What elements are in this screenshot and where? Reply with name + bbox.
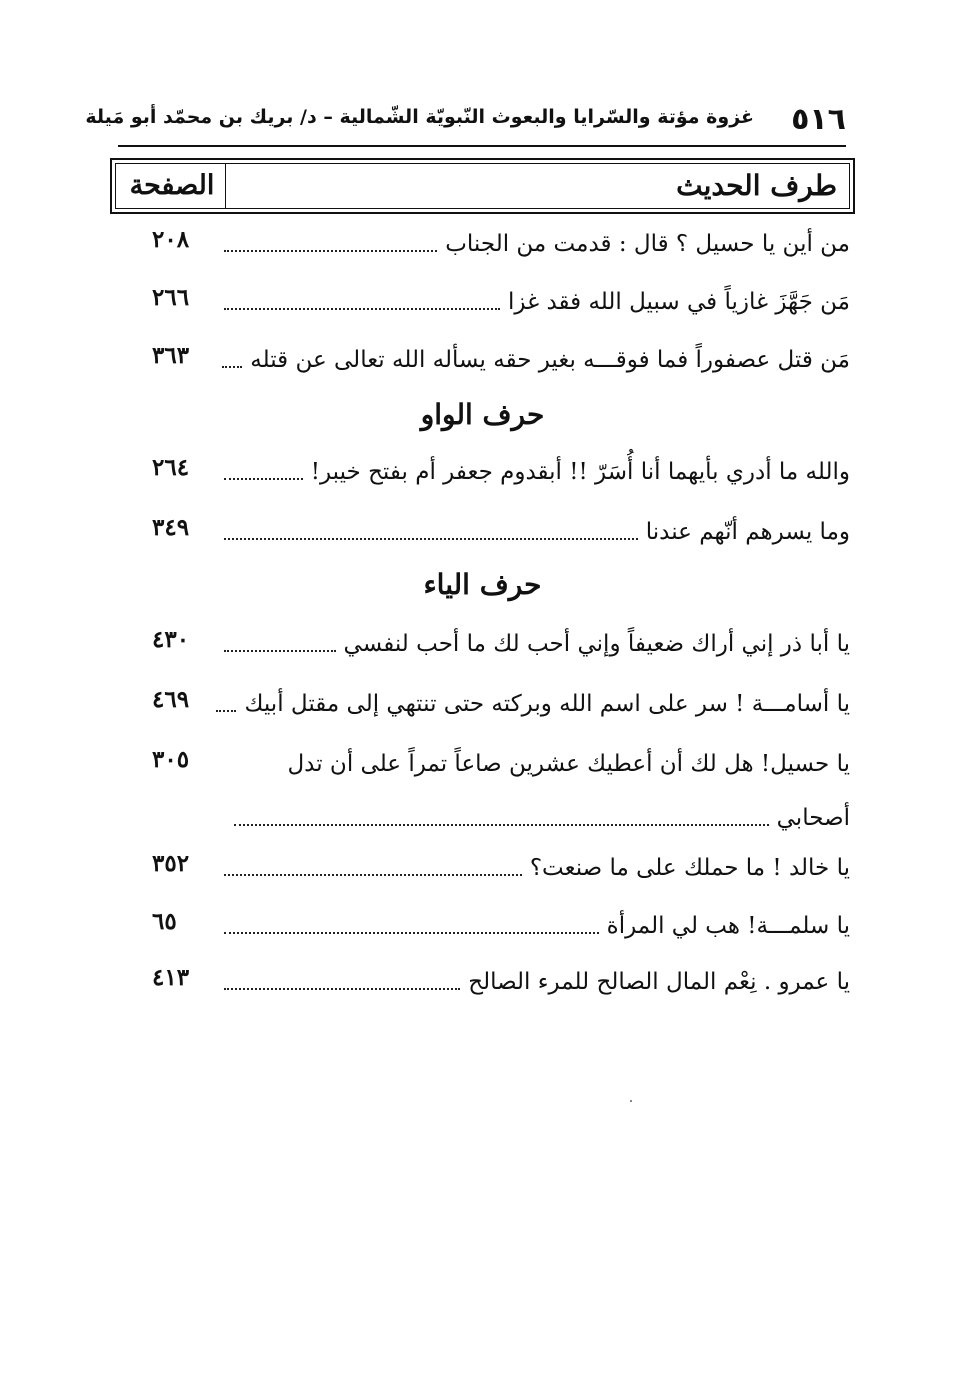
index-entry-continuation (230, 796, 850, 840)
entry-page: ٣٠٥ (152, 746, 190, 773)
entry-text: وما يسرهم أنّهم عندنا (645, 519, 850, 545)
section-heading-waw: حرف الواو (420, 398, 545, 431)
leader-dots (224, 650, 336, 652)
leader-dots (222, 366, 242, 368)
leader-dots (224, 932, 599, 934)
header-rule (118, 145, 846, 147)
leader-dots (224, 250, 437, 252)
entry-continuation-text: أصحابي (776, 805, 850, 831)
entry-page: ٣٦٣ (152, 342, 190, 369)
index-table-header (110, 158, 855, 214)
running-header (85, 100, 846, 140)
index-entry (152, 742, 850, 786)
index-entry (152, 682, 850, 726)
entry-text: يا سلمـــة! هب لي المرأة (606, 913, 850, 939)
entry-page: ٤١٣ (152, 964, 190, 991)
entry-text: من أين يا حسيل ؟ قال : قدمت من الجناب (445, 231, 850, 257)
leader-dots (224, 308, 500, 310)
page-column-heading: الصفحة (129, 170, 215, 201)
entry-text: مَن جَهَّزَ غازياً في سبيل الله فقد غزا (508, 289, 850, 315)
entry-page: ٦٥ (152, 908, 177, 935)
entry-page: ٣٤٩ (152, 514, 190, 541)
entry-text: مَن قتل عصفوراً فما فوقـــه بغير حقه يسأله الله تعالى عن قتله (250, 347, 850, 373)
index-entry (152, 904, 850, 948)
entry-page: ٤٦٩ (152, 686, 190, 713)
page-number: ٥١٦ (791, 102, 846, 137)
leader-dots (224, 988, 460, 990)
leader-dots (224, 478, 303, 480)
entry-text: يا أسامـــة ! سر على اسم الله وبركته حتى تنتهي إلى مقتل أبيك (244, 691, 850, 717)
entry-page: ٢٦٤ (152, 454, 190, 481)
leader-dots (224, 538, 638, 540)
index-entry (152, 846, 850, 890)
leader-dots (224, 874, 522, 876)
index-entry (152, 622, 850, 666)
entry-page: ٤٣٠ (152, 626, 190, 653)
leader-dots (234, 824, 769, 826)
index-entry (152, 338, 850, 382)
index-entry (152, 450, 850, 494)
scan-speck (630, 1100, 632, 1102)
index-entry (152, 222, 850, 266)
entry-text: والله ما أدري بأيهما أنا أُسَرّ !! أبقدوم جعفر أم بفتح خيبر! (310, 459, 850, 485)
section-heading-ya: حرف الياء (423, 568, 542, 601)
entry-text: يا عمرو . نِعْم المال الصالح للمرء الصالح (468, 969, 850, 995)
entry-page: ٢٠٨ (152, 226, 190, 253)
entry-page: ٣٥٢ (152, 850, 190, 877)
index-entry (152, 280, 850, 324)
hadith-column-heading: طرف الحديث (676, 169, 837, 202)
running-title: غزوة مؤتة والسّرايا والبعوث النّبويّة الشّمالية – د/ بريك بن محمّد أبو مَيلة (85, 106, 754, 128)
entry-text: يا أبا ذر إني أراك ضعيفاً وإني أحب لك ما أحب لنفسي (343, 631, 850, 657)
entry-page: ٢٦٦ (152, 284, 190, 311)
index-entry (152, 960, 850, 1004)
index-entry (152, 510, 850, 554)
entry-text: يا خالد ! ما حملك على ما صنعت؟ (529, 855, 850, 881)
leader-dots (216, 710, 236, 712)
entry-text: يا حسيل! هل لك أن أعطيك عشرين صاعاً تمراً على أن تدل (287, 751, 850, 777)
